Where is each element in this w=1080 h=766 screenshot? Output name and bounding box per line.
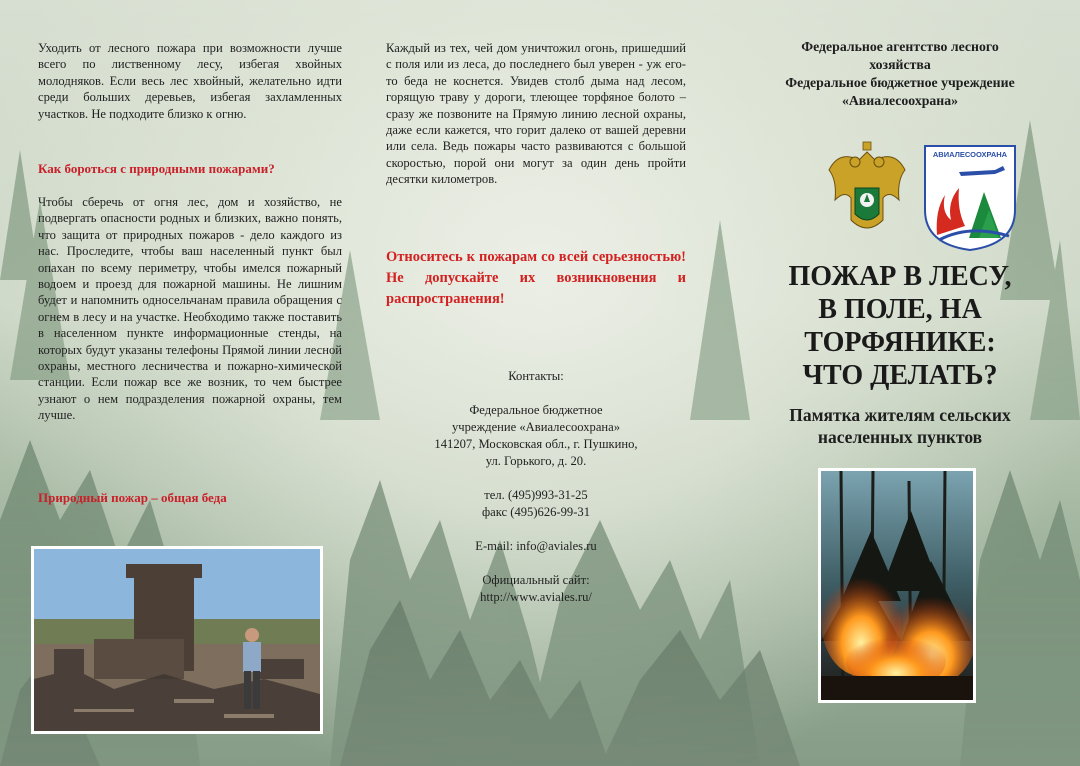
warning-text: Относитесь к пожарам со всей серьезностью! Не допускайте их возникновения и распространения! — [386, 249, 686, 307]
contacts-address-line2: ул. Горького, д. 20. — [485, 454, 587, 468]
contacts-block — [386, 368, 686, 606]
agency-line1: Федеральное агентство лесного — [801, 39, 999, 54]
contacts-fax: факс (495)626-99-31 — [481, 505, 591, 519]
avialesookhrana-logo-icon — [925, 146, 1015, 250]
agency-block — [735, 38, 1065, 110]
subtitle-line1: Памятка жителям сельских — [789, 405, 1011, 425]
agency-line2: хозяйства — [869, 57, 931, 72]
title-line4: ЧТО ДЕЛАТЬ? — [802, 360, 998, 391]
evacuation-paragraph: Уходить от лесного пожара при возможности лучше всего по лиственному лесу, избегая хвойных молодняков. Если весь лес хвойный, желательно идти среди больших деревьев, избегая захламленных участков. Не подходите близко к огню. — [38, 41, 342, 121]
heading-common-trouble: Природный пожар – общая беда — [38, 490, 227, 505]
middle-panel — [386, 0, 686, 766]
title-line2: В ПОЛЕ, НА — [818, 294, 982, 325]
emblems — [819, 140, 1019, 252]
contacts-site-label: Официальный сайт: — [482, 573, 590, 587]
subtitle-line2: населенных пунктов — [817, 427, 983, 447]
title-line3: ТОРФЯНИКЕ: — [804, 327, 996, 358]
call-hotline-paragraph: Каждый из тех, чей дом уничтожил огонь, пришедший с поля или из леса, до последнего был уверен - уж его-то беда не коснется. Увидев столб дыма над лесом, горящую траву у дороги, тлеющее торфяное болото – сразу же позвоните на Прямую линию лесной охраны, даже если кажется, что горит далеко от вашей деревни или села. Ведь пожары часто развиваются с большой скоростью, порой они могут за один день пройти десятки километров. — [386, 41, 686, 187]
contacts-org-line1: Федеральное бюджетное — [469, 403, 603, 417]
contacts-phone: тел. (495)993-31-25 — [484, 488, 588, 502]
title-line1: ПОЖАР В ЛЕСУ, — [788, 261, 1012, 292]
agency-line3: Федеральное бюджетное учреждение — [785, 75, 1015, 90]
contacts-email[interactable]: E-mail: info@aviales.ru — [475, 539, 597, 553]
agency-line4: «Авиалесоохрана» — [841, 93, 959, 108]
burned-house-photo — [31, 546, 323, 734]
forest-fire-photo — [818, 468, 976, 703]
main-title — [735, 260, 1065, 392]
logo-text: АВИАЛЕСООХРАНА — [932, 150, 1008, 159]
contacts-address-line1: 141207, Московская обл., г. Пушкино, — [434, 437, 638, 451]
subtitle — [735, 404, 1065, 448]
contacts-site-link[interactable]: http://www.aviales.ru/ — [480, 590, 592, 604]
prevention-paragraph: Чтобы сберечь от огня лес, дом и хозяйство, не подвергать опасности родных и близких, важно понять, что защита от природных пожаров - дело каждого из нас. Проследите, чтобы ваш населенный пункт был опахан по всему периметру, чтобы имелся пожарный водоем и проезд для пожарной машины. Не лишним будет и напомнить односельчанам правила обращения с огнем в лесу и на участке. Необходимо также поставить в населенном пункте информационные стенды, на которых будут указаны телефоны Прямой линии лесной охраны, местного лесничества и пожарно-химической станции. Если пожар все же возник, то чем быстрее узнают о нем подразделения пожарной охраны, тем лучше. — [38, 195, 342, 423]
eagle-emblem-icon — [829, 142, 905, 228]
contacts-title: Контакты: — [508, 369, 564, 383]
contacts-org-line2: учреждение «Авиалесоохрана» — [451, 420, 621, 434]
heading-how-to-fight: Как бороться с природными пожарами? — [38, 161, 275, 176]
